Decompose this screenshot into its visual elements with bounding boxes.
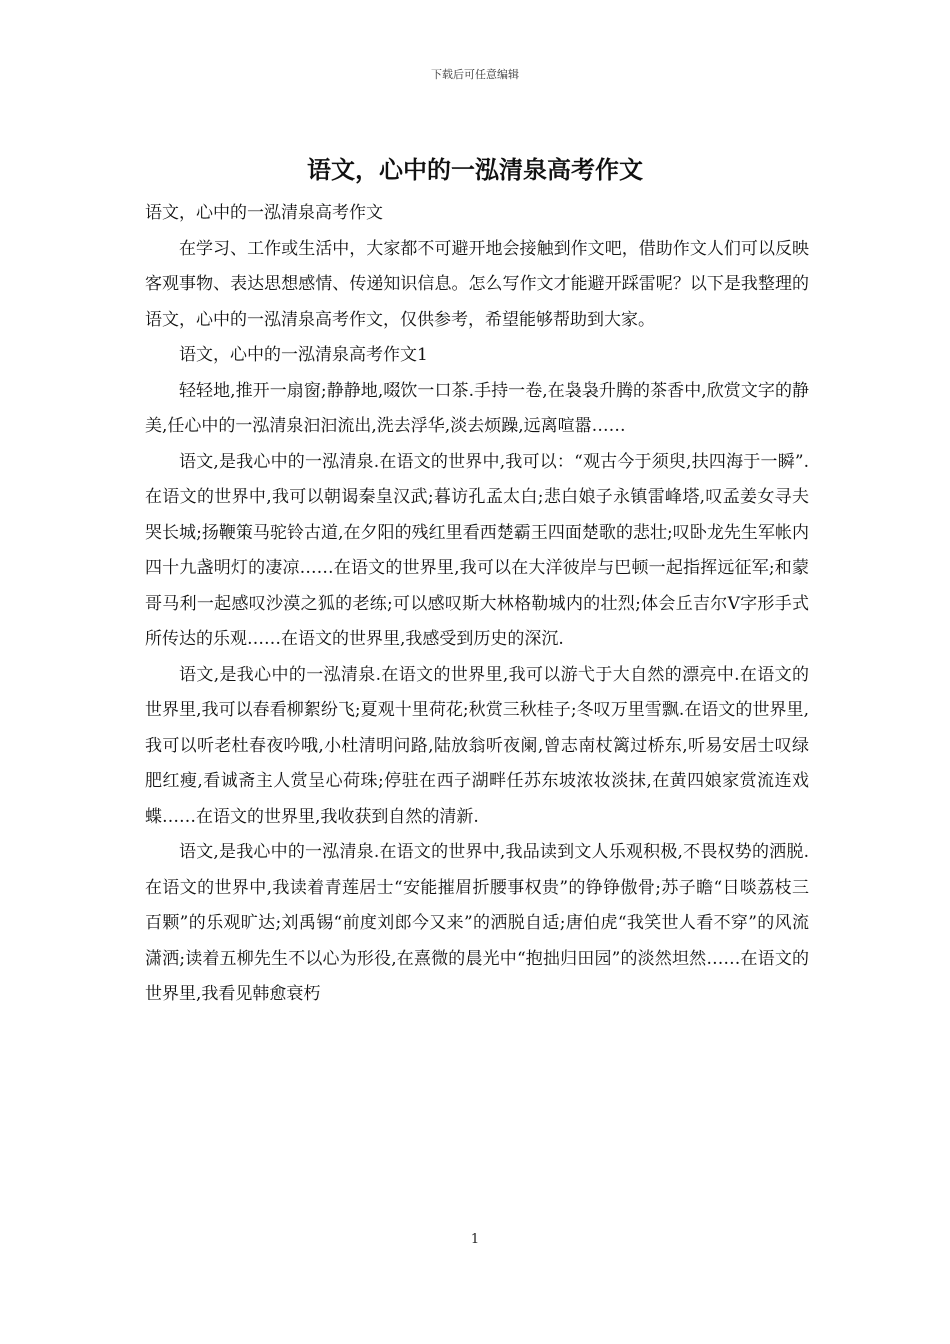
paragraph: 语文,是我心中的一泓清泉.在语文的世界中,我可以：“观古今于须臾,扶四海于一瞬”.在语文的世界中,我可以朝谒秦皇汉武;暮访孔孟太白;悲白娘子永镇雷峰塔,叹孟姜女寻夫哭长城;扬鞭策马驼铃古道,在夕阳的残红里看西楚霸王四面楚歌的悲壮;叹卧龙先生军帐内四十九盏明灯的凄凉……在语文的世界里,我可以在大洋彼岸与巴顿一起指挥远征军;和蒙哥马利一起感叹沙漠之狐的老练;可以感叹斯大林格勒城内的壮烈;体会丘吉尔Ⅴ字形手式所传达的乐观……在语文的世界里,我感受到历史的深沉. [145, 451, 809, 649]
paragraph: 语文,是我心中的一泓清泉.在语文的世界里,我可以游弋于大自然的漂亮中.在语文的世界里,我可以春看柳絮纷飞;夏观十里荷花;秋赏三秋桂子;冬叹万里雪飘.在语文的世界里,我可以听老杜春夜吟哦,小杜清明问路,陆放翁听夜阑,曾志南杖篱过桥东,听易安居士叹绿肥红瘦,看诚斋主人赏呈心荷珠;停驻在西子湖畔任苏东坡浓妆淡抹,在黄四娘家赏流连戏蝶……在语文的世界里,我收获到自然的清新. [145, 664, 809, 827]
document-title: 语文，心中的一泓清泉高考作文 [307, 155, 643, 184]
document-subtitle: 语文，心中的一泓清泉高考作文 [145, 203, 383, 223]
paragraph: 语文,是我心中的一泓清泉.在语文的世界中,我品读到文人乐观积极,不畏权势的洒脱.在语文的世界中,我读着青莲居士“安能摧眉折腰事权贵”的铮铮傲骨;苏子瞻“日啖荔枝三百颗”的乐观旷达;刘禹锡“前度刘郎今又来”的洒脱自适;唐伯虎“我笑世人看不穿”的风流潇洒;读着五柳先生不以心为形役,在熹微的晨光中“抱拙归田园”的淡然坦然……在语文的世界里,我看见韩愈衰朽 [145, 842, 809, 1004]
section-heading: 语文，心中的一泓清泉高考作文1 [179, 345, 428, 365]
document-body [145, 196, 809, 1013]
header-note: 下载后可任意编辑 [431, 68, 519, 81]
page-number: 1 [470, 1232, 480, 1247]
paragraph: 在学习、工作或生活中，大家都不可避开地会接触到作文吧，借助作文人们可以反映客观事物、表达思想感情、传递知识信息。怎么写作文才能避开踩雷呢？以下是我整理的语文，心中的一泓清泉高考作文，仅供参考，希望能够帮助到大家。 [145, 238, 809, 330]
paragraph: 轻轻地,推开一扇窗;静静地,啜饮一口茶.手持一卷,在袅袅升腾的茶香中,欣赏文字的静美,任心中的一泓清泉汩汩流出,洗去浮华,淡去烦躁,远离喧嚣…… [145, 380, 809, 436]
